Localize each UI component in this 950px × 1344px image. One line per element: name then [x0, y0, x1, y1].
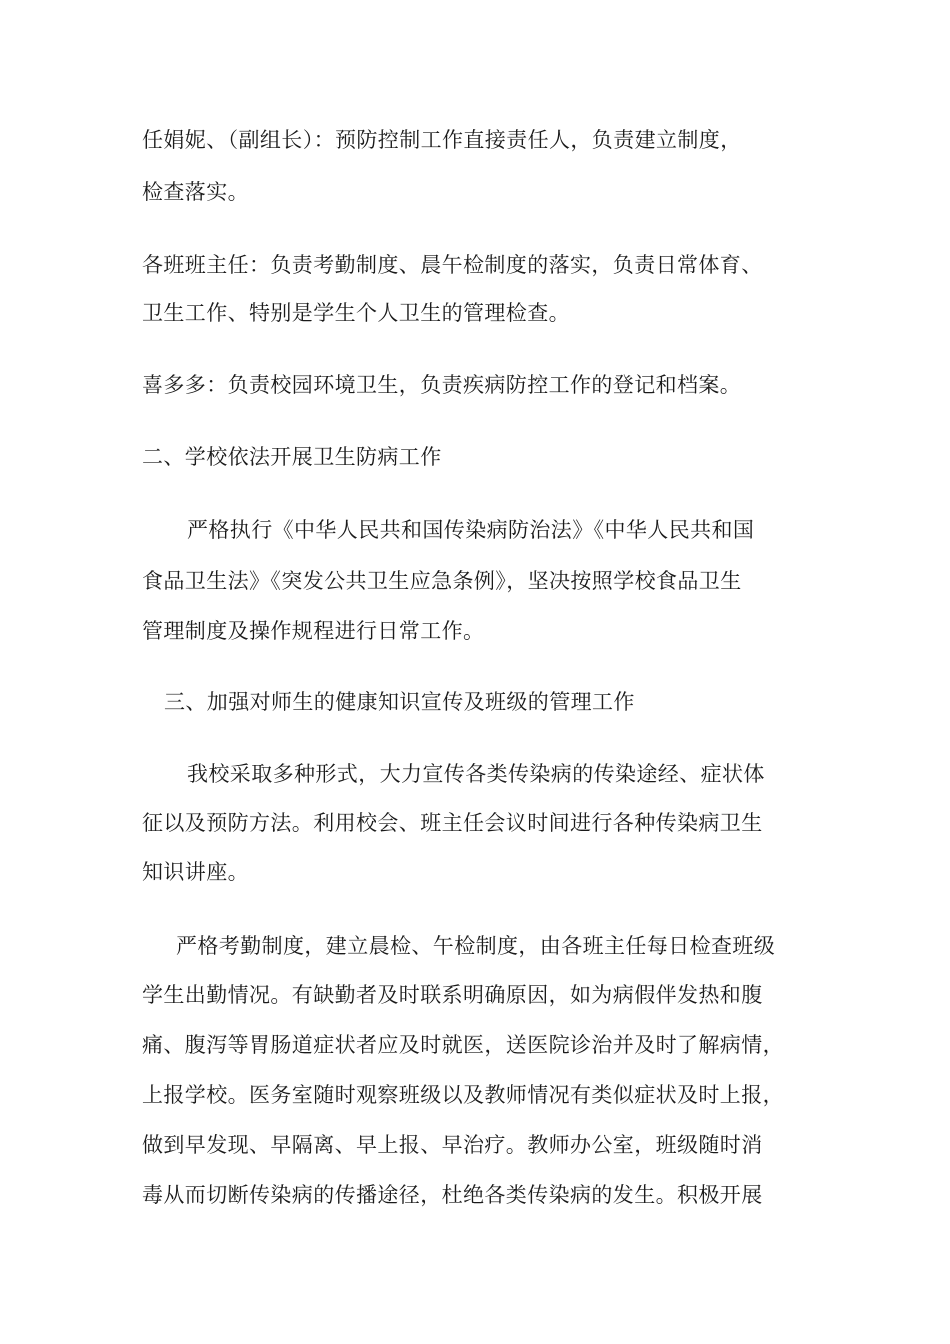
paragraph-1-line-2: 检查落实。	[142, 180, 249, 204]
section-heading-3: 三、加强对师生的健康知识宣传及班级的管理工作	[164, 690, 635, 714]
paragraph-6-line-5: 做到早发现、早隔离、早上报、早治疗。教师办公室，班级随时消	[142, 1133, 763, 1157]
paragraph-2-line-2: 卫生工作、特别是学生个人卫生的管理检查。	[142, 301, 570, 325]
paragraph-6-line-3: 痛、腹泻等胃肠道症状者应及时就医，送医院诊治并及时了解病情，	[142, 1033, 784, 1057]
paragraph-1-line-1: 任娟妮、（副组长）：预防控制工作直接责任人，负责建立制度，	[142, 128, 742, 152]
paragraph-6-line-1: 严格考勤制度，建立晨检、午检制度，由各班主任每日检查班级	[176, 934, 776, 958]
paragraph-4-line-3: 管理制度及操作规程进行日常工作。	[142, 619, 485, 643]
paragraph-2-line-1: 各班班主任：负责考勤制度、晨午检制度的落实，负责日常体育、	[142, 253, 763, 277]
paragraph-5-line-3: 知识讲座。	[142, 860, 249, 884]
paragraph-5-line-1: 我校采取多种形式，大力宣传各类传染病的传染途经、症状体	[187, 762, 765, 786]
paragraph-4-line-2: 食品卫生法》《突发公共卫生应急条例》，坚决按照学校食品卫生	[142, 569, 742, 593]
paragraph-6-line-6: 毒从而切断传染病的传播途径，杜绝各类传染病的发生。积极开展	[142, 1183, 763, 1207]
paragraph-6-line-4: 上报学校。医务室随时观察班级以及教师情况有类似症状及时上报，	[142, 1083, 784, 1107]
paragraph-5-line-2: 征以及预防方法。利用校会、班主任会议时间进行各种传染病卫生	[142, 811, 763, 835]
section-heading-2: 二、学校依法开展卫生防病工作	[142, 445, 442, 469]
paragraph-3-line-1: 喜多多：负责校园环境卫生，负责疾病防控工作的登记和档案。	[142, 373, 742, 397]
paragraph-6-line-2: 学生出勤情况。有缺勤者及时联系明确原因，如为病假伴发热和腹	[142, 983, 763, 1007]
paragraph-4-line-1: 严格执行《中华人民共和国传染病防治法》《中华人民共和国	[187, 518, 755, 542]
